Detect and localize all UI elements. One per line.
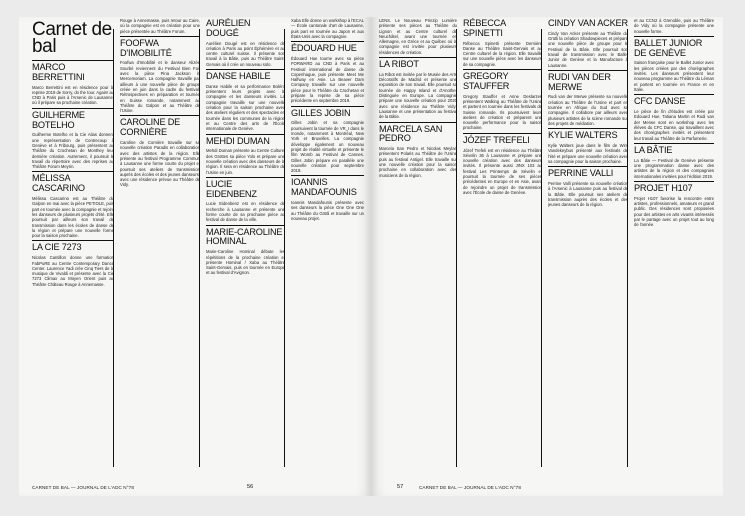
entry-body: Gregory Stauffer et Anne Deslarzes présentent Walking au Théâtre de l'Usine et partent en tournée dans les festivals de Suisse romande. Ils poursuivent leurs ateliers de création et préparent une nouvelle performance pour la saison prochaine.: [463, 93, 542, 131]
entry-heading: CINDY VAN ACKER: [548, 18, 628, 28]
entry-heading: MARIE-CAROLINE HOMINAL: [206, 226, 283, 247]
entry-caroline-de-corniere: [120, 115, 200, 189]
entry-gilles-jobin: [291, 106, 364, 176]
entry-heading: MARCELA SAN PEDRO: [379, 123, 443, 144]
entry-mehdi-duman: [206, 134, 285, 177]
continued-text: [120, 17, 200, 36]
right-column-4: [634, 17, 714, 485]
entry-heading: AURÉLIEN DOUGÉ: [206, 18, 251, 38]
entry-body: Marie-Caroline Hominal débute les répétitions de la prochaine création et présente Hominal / Xaba au Théâtre Saint-Gervais, puis en tournée en Europe et au festival d'Avignon.: [206, 249, 285, 276]
entry-heading: GUILHERME BOTELHO: [32, 109, 85, 130]
entry-body: Rébecca Spinetti présente Dernière Danse au Théâtre Saint-Gervais et au Centre culturel de la région. Elle travaille sur une nouvelle pièce avec les danseurs de sa compagnie.: [463, 40, 542, 67]
entry-heading: PERRINE VALLI: [548, 168, 614, 179]
entry-heading: RÉBECCA SPINETTI: [463, 18, 506, 38]
entry-body: Lucie Eidenbenz est en résidence de recherche à Lausanne et présente une forme courte de sa prochaine pièce au festival de danse de la ville.: [206, 201, 285, 223]
right-column-1: [379, 17, 457, 485]
entry-body: Kylie Walters joue dans le film de Wim Vandekeybus présenté aux festivals de l'été et prépare une nouvelle création avec sa compagnie pour la saison prochaine.: [548, 143, 628, 164]
entry-heading: CAROLINE DE CORNIÈRE: [120, 117, 181, 138]
entry-heading: RUDI VAN DER MERWE: [548, 71, 611, 92]
entry-aurelien-douge: [206, 17, 285, 69]
entry-ballet-junior-de-geneve: [634, 36, 714, 94]
entry-body: Perrine Valli présente sa nouvelle création à l'Arsenic à Lausanne puis au festival de la Bâtie. Elle poursuit ses ateliers de transmission auprès des écoles et des jeunes danseurs de la région.: [548, 181, 628, 208]
right-column-3: [548, 17, 628, 485]
entry-cindy-van-acker: [548, 17, 628, 70]
entry-body: Mehdi Duman présente au Centre Culturel des Grottes sa pièce Yolo et prépare une nouvelle création avec des danseurs de la région. Il sera en résidence au Théâtre de l'Usine en juin.: [206, 148, 285, 175]
entry-danse-habile: [206, 69, 285, 133]
entry-projet-h107: [634, 181, 714, 230]
left-footer: CARNET DE BAL — JOURNAL DE L'ADC N°78: [32, 485, 134, 490]
entry-body: LENS. Le Nouveau Prinzip Lumière présente ses pièces au Théâtre du Lignon et au Centre culturel de Neuchâtel, avant une tournée en Allemagne, en Grèce et au Québec où la compagnie est invitée pour plusieurs résidences de création.: [379, 18, 457, 55]
entry-body: Aurélien Dougé est en résidence de création à Paris au point Éphémère et au centre culturel suisse. Il présente son travail à la Bâtie, puis au Théâtre Saint-Gervais où il crée un nouveau solo.: [206, 40, 285, 67]
entry-heading: CFC DANSE: [634, 96, 686, 107]
entry-heading: LUCIE EIDENBENZ: [206, 178, 257, 199]
entry-lucie-eidenbenz: [206, 177, 285, 225]
right-column-2: [463, 17, 542, 485]
entry-body: La Ribot est invitée par le Musée des Arts Décoratifs de Madrid et présente une exposition de son travail. Elle poursuit sa tournée de Happy Island et d'Another Distinguée en Europe. La compagnie prépare une nouvelle création pour 2020 avec une résidence au Théâtre Vidy-Lausanne et une présentation au festival de la Bâtie.: [379, 71, 457, 120]
entry-la-ribot: [379, 57, 457, 121]
left-column-1: [32, 17, 114, 485]
entry-body: Xaba Elle donne un workshop à l'ECAL — École cantonale d'art de Lausanne, puis part en tournée au Japon et aux États-Unis avec la compagnie.: [291, 18, 364, 39]
entry-heading: LA RIBOT: [379, 59, 419, 70]
right-page-number: 57: [397, 484, 404, 490]
entry-heading: JÓZEF TREFELI: [463, 134, 530, 145]
entry-heading: MÉLISSA CASCARINO: [32, 173, 85, 194]
entry-body: Caroline de Cornière travaille sur sa nouvelle création Paradis en collaboration avec des artistes de la région. Elle présente au festival Programme Commun à Lausanne une forme courte du projet et poursuit ses ateliers de transmission auprès des écoles et des jeunes danseurs, avec une résidence prévue au Théâtre de Vidy.: [120, 140, 200, 188]
entry-heading: MEHDI DUMAN: [206, 135, 270, 146]
entry-body: Józef Trefeli est en résidence au Théâtre Sévelin 36 à Lausanne et prépare une nouvelle création avec des danseurs invités. Il présente aussi JINX 103 au festival Les Printemps de Sévelin et poursuit la tournée de ses pièces précédentes en Europe et en Asie, avant de rejoindre un projet de transmission avec l'École de danse de Genève.: [463, 147, 542, 195]
entry-body: Nicolas Cantillon donne une formation FabPuRE au Centre Contemporary Dance Center. Laurence Yadi crée Cinq Tiers de la musique de Vivaldi et présente avec la Cie 7273 Climax au Moyen Orient puis au Théâtre Château Rouge à Annemasse.: [32, 255, 114, 287]
entry-kylie-walters: [548, 128, 628, 166]
entry-heading: LA BÂTIE: [634, 144, 673, 155]
entry-la-batie: [634, 143, 714, 181]
magazine-spread: [19, 17, 724, 496]
left-column-4: [291, 17, 364, 485]
entry-body: Gilles Jobin et sa compagnie poursuivent la tournée de VR_I dans le monde, notamment à Montréal, New York et Bruxelles. La compagnie développe également un nouveau projet de réalité virtuelle et présente le film Womb au Festival de Cannes. Gilles Jobin prépare en parallèle une nouvelle création pour septembre 2019.: [291, 120, 364, 174]
entry-body: Saison française pour le Ballet Junior avec les pièces créées par des chorégraphes invités. Les danseurs présentent leur nouveau programme au Théâtre du Léman et partent en tournée en France et en Italie.: [634, 60, 714, 92]
entry-heading: GREGORY STAUFFER: [463, 71, 510, 91]
entry-jozef-trefeli: [463, 133, 542, 197]
continued-text: [379, 17, 457, 57]
right-page: [371, 17, 723, 496]
entry-heading: PROJET H107: [634, 182, 693, 193]
continued-text: [634, 17, 714, 36]
entry-marco-berrettini: [32, 60, 114, 108]
left-column-3: [206, 17, 285, 485]
entry-gregory-stauffer: [463, 69, 542, 133]
entry-body: Ioannis Mandafounis présente avec ses danseurs la pièce One One One au Théâtre du Grütli et travaille sur un nouveau projet.: [291, 200, 364, 221]
entry-heading: IOANNIS MANDAFOUNIS: [291, 177, 357, 198]
left-page: [19, 17, 371, 496]
entry-perrine-valli: [548, 166, 628, 209]
journal-title-block: [32, 17, 114, 60]
entry-body: Foofwa d'Imobilité et le danseur Alizée Sourbé reviennent du Festival Bien Fait avec la pièce Pina Jackson in Mercemoriam. La compagnie travaille par ailleurs à une nouvelle pièce de groupe créée en juin dans la cadre du festival. Rétrospectives en préparation et tournée en Suisse romande, notamment au Théâtre du Galpon et au Théâtre de l'Usine.: [120, 60, 200, 114]
entry-body: Le pièce de fin d'études est créée par Edouard Hue. Tatiana Martin et Rudi van der Merwe sont en workshop avec les élèves du CFC Danse, qui travaillent avec des chorégraphes invités et présentent leur travail au Théâtre de la Parfumerie.: [634, 109, 714, 141]
entry-body: et au CCN2 à Grenoble, puis au Théâtre de Vidy où la compagnie présente une nouvelle forme.: [634, 18, 714, 34]
entry-heading: DANSE HABILE: [206, 71, 271, 82]
entry-cfc-danse: [634, 94, 714, 143]
entry-marcela-san-pedro: [379, 122, 457, 180]
entry-body: Édouard Hue tourne avec sa pièce FORWARD au CND à Paris et au Festival international de danse de Copenhague, puis présente Meet Me Halfway en Asie. La Beaver Dam Company travaille sur une nouvelle pièce pour le Théâtre du Crochetan et prépare la reprise de sa pièce précédente en septembre 2019.: [291, 55, 364, 104]
entry-melissa-cascarino: [32, 171, 114, 240]
continued-text: [291, 17, 364, 41]
entry-foofwa-d-imobilite: [120, 36, 200, 116]
entry-heading: KYLIE WALTERS: [548, 130, 618, 141]
entry-body: Projet H107 favorise la rencontre entre artistes, professionnels, amateurs et grand public. Des résidences sont proposées pour des artistes en arts vivants intéressés par le partage avec un projet tout au long de l'année.: [634, 195, 714, 228]
entry-heading: ÉDOUARD HUE: [291, 43, 357, 54]
entry-la-cie-7273: [32, 240, 114, 289]
entry-rebecca-spinetti: [463, 17, 542, 69]
entry-edouard-hue: [291, 41, 364, 105]
entry-body: Guilherme Botelho et la Cie Alias donnent une représentation de Contrecoup à Genève et à Fribourg, puis présentent au Théâtre du Crochetan de Monthey leur dernière création. Autrement, il poursuit le travail du répertoire avec des reprises au Théâtre Forum Meyrin.: [32, 132, 114, 170]
entry-body: Marcela San Pedro et Nicolas Meylan présentent Polaris au Théâtre de l'Usine puis au festival Antigel. Elle travaille sur une nouvelle création pour la saison prochaine en collaboration avec des musiciens de la région.: [379, 146, 457, 178]
entry-heading: BALLET JUNIOR DE GENÈVE: [634, 37, 703, 58]
entry-body: Rouge à Annemasse, puis retour au Caire, où la compagnie est en création pour une pièce présentée au Théâtre Forum.: [120, 18, 200, 34]
entry-heading: GILLES JOBIN: [291, 107, 351, 118]
entry-ioannis-mandafounis: [291, 175, 364, 223]
journal-title: Carnet de bal: [32, 19, 112, 57]
right-footer: CARNET DE BAL — JOURNAL DE L'ADC N°78: [419, 485, 521, 490]
entry-heading: FOOFWA D'IMOBILITÉ: [120, 37, 172, 58]
entry-body: Marco Berrettini est en résidence pour la reprise 2019 de Sorry, do the tour. Again! au CND à Paris puis à l'Arsenic de Lausanne, où il prépare sa prochaine création.: [32, 84, 114, 106]
entry-body: Mélissa Cascarino est au Théâtre du Galpon en mai avec la pièce PETIOLE, puis part en tournée avec la compagnie et rejoint les danseurs de plusieurs projets d'été. Elle poursuit par ailleurs son travail de transmission dans les écoles de danse de la région et prépare une nouvelle forme pour la saison prochaine.: [32, 196, 114, 239]
entry-body: La Bâtie — Festival de Genève présente une programmation danse avec des artistes de la région et des compagnies internationales invitées pour l'édition 2019.: [634, 157, 714, 179]
left-page-number: 56: [247, 484, 254, 490]
entry-heading: LA CIE 7273: [32, 242, 82, 253]
entry-body: Rudi van der Merwe présente sa nouvelle création au Théâtre de l'Usine et part en tournée en Afrique du Sud avec sa compagnie. Il collabore par ailleurs avec plusieurs artistes de la scène romande sur des projets de médiation.: [548, 94, 628, 126]
entry-marie-caroline-hominal: [206, 225, 285, 278]
entry-rudi-van-der-merwe: [548, 70, 628, 128]
entry-guilherme-botelho: [32, 108, 114, 172]
entry-body: Danse Habile et sa performance Boléro présentent leurs projets avec la compagnie et les danseurs invités. La compagnie travaille sur une nouvelle création pour la saison prochaine avec des ateliers réguliers et des spectacles en tournée dans les communes de la région et au Centre des arts de l'École internationale de Genève.: [206, 83, 285, 132]
left-column-2: [120, 17, 200, 485]
entry-body: Cindy Van Acker présente au Théâtre du Grütli la création Shadowpieces et prépare une nouvelle pièce de groupe pour le Festival de la Bâtie. Elle poursuit son travail de transmission avec le Ballet Junior de Genève et la Manufacture à Lausanne.: [548, 30, 628, 68]
entry-heading: MARCO BERRETTINI: [32, 62, 85, 82]
